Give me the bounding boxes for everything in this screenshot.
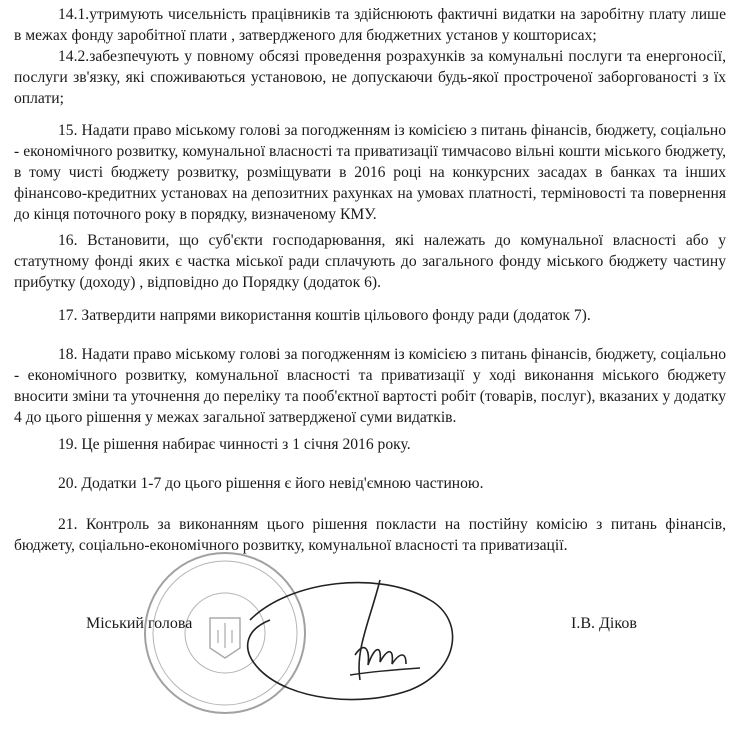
signature-icon	[230, 560, 470, 710]
paragraph-18	[14, 344, 726, 428]
paragraph-text: 19. Це рішення набирає чинності з 1 січня 2016 року.	[58, 436, 411, 453]
paragraph-text: 18. Надати право міському голові за погодженням із комісією з питань фінансів, бюджету, соціально - економічного розвитку, комунальної власності та приватизації у ході виконання міського бюджету вносити зміни та уточнення до переліку та пооб'єктної вартості робіт (товарів, послуг), вказаних у додатку 4 до цього рішення у межах загальної затвердженої суми видатків.	[14, 346, 726, 426]
paragraph-text: 16. Встановити, що суб'єкти господарювання, які належать до комунальної власності або у статутному фонді яких є частка міської ради сплачують до загального фонду міського бюджету частину прибутку (доходу) , відповідно до Порядку (додаток 6).	[14, 232, 726, 291]
paragraph-20	[14, 473, 726, 494]
paragraph-16	[14, 230, 726, 293]
paragraph-text: 15. Надати право міському голові за погодженням із комісією з питань фінансів, бюджету, соціально - економічного розвитку, комунальної власності та приватизації тимчасово вільні кошти міського бюджету, в тому чисті бюджету розвитку, розміщувати в 2016 році на конкурсних засадах в банках та інших фінансово-кредитних установах на депозитних рахунках на умовах платності, терміновості та повернення до кінця поточного року в порядку, визначеному КМУ.	[14, 122, 726, 223]
paragraph-19	[14, 434, 726, 455]
paragraph-text: 20. Додатки 1-7 до цього рішення є його невід'ємною частиною.	[58, 475, 484, 492]
paragraph-text: 14.2.забезпечують у повному обсязі проведення розрахунків за комунальні послуги та енергоносії, послуги зв'язку, які споживаються установою, не допускаючи будь-якої простроченої заборгованості з їх оплати;	[14, 48, 726, 107]
paragraph-14-1	[14, 4, 726, 46]
paragraph-text: 21. Контроль за виконанням цього рішення покласти на постійну комісію з питань фінансів, бюджету, соціально-економічного розвитку, комунальної власності та приватизації.	[14, 516, 726, 554]
paragraph-text: 17. Затвердити напрями використання коштів цільового фонду ради (додаток 7).	[58, 307, 591, 324]
signatory-name: І.В. Діков	[571, 615, 637, 632]
paragraph-14-2	[14, 46, 726, 109]
paragraph-15	[14, 120, 726, 225]
paragraph-text: 14.1.утримують чисельність працівників та здійснюють фактичні видатки на заробітну плату лише в межах фонду заробітної плати , затвердженого для бюджетних установ у кошторисах;	[14, 6, 726, 44]
paragraph-21	[14, 514, 726, 556]
signatory-title: Міський голова	[86, 615, 193, 632]
paragraph-17	[14, 305, 726, 326]
